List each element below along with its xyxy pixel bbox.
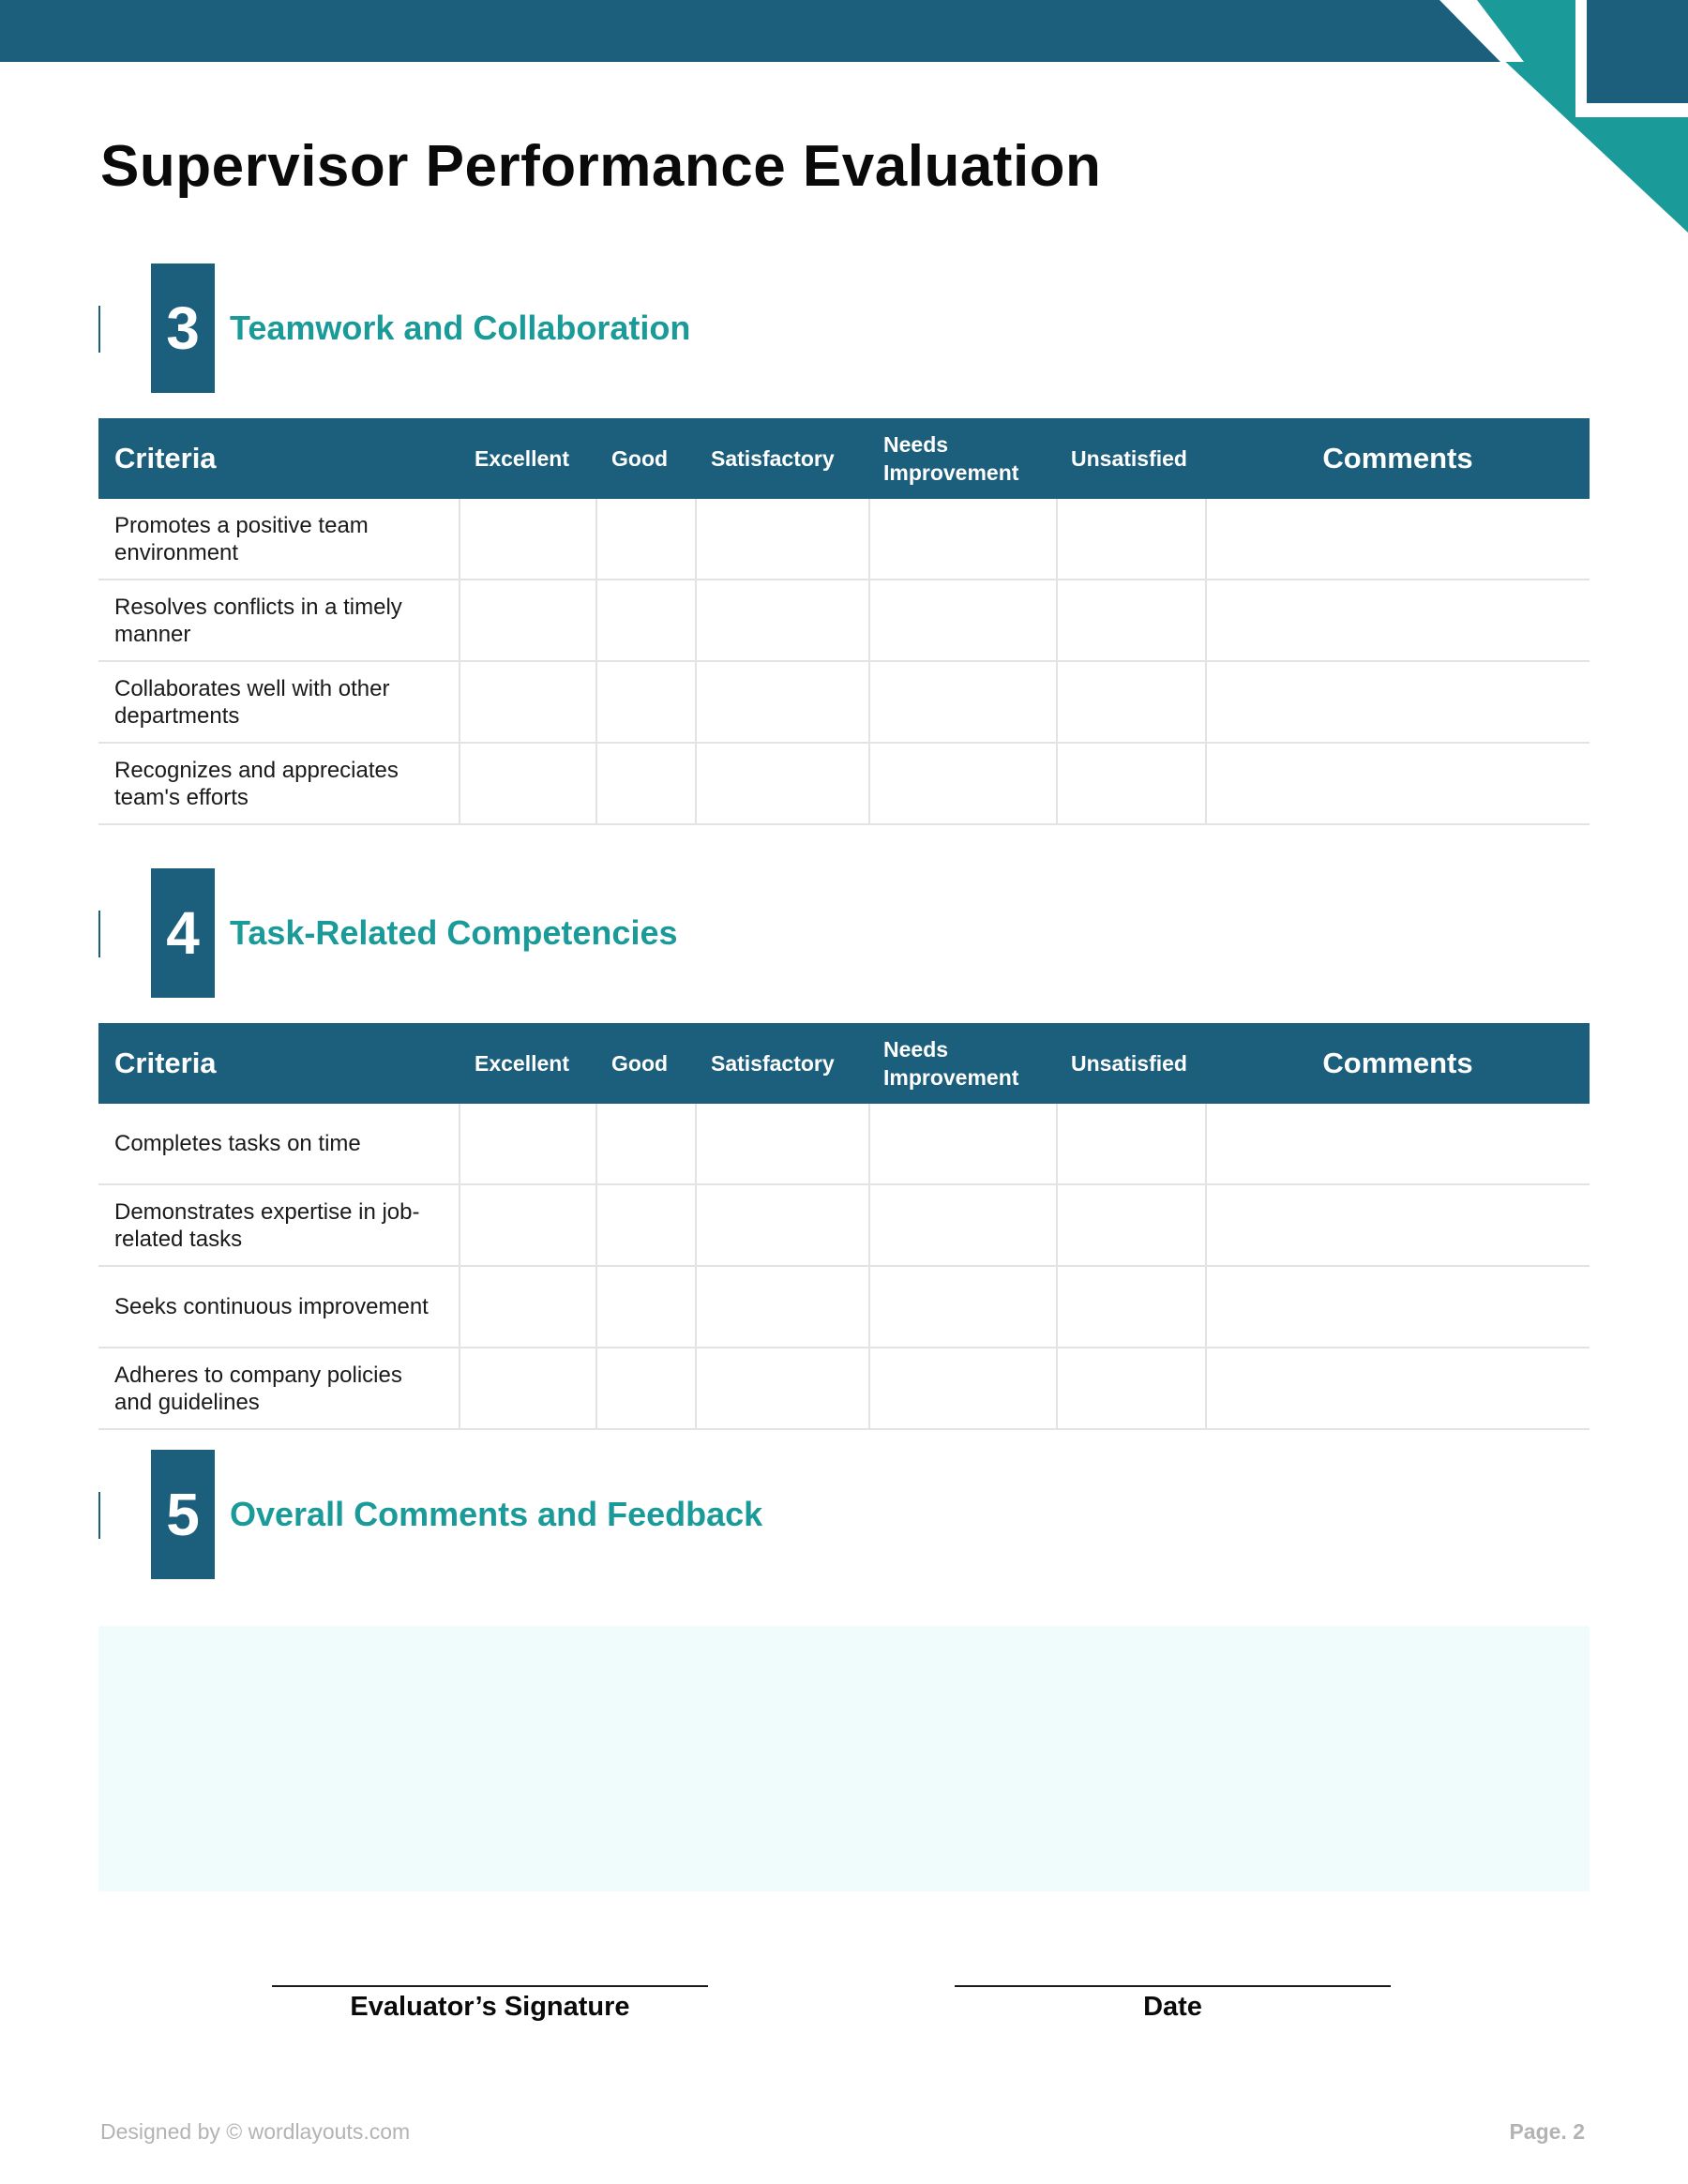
section-marker (98, 306, 100, 353)
rating-cell-excellent[interactable] (460, 1184, 596, 1266)
section-title: Overall Comments and Feedback (230, 1495, 763, 1533)
rating-cell-good[interactable] (596, 661, 696, 743)
section-title: Task-Related Competencies (230, 913, 678, 952)
rating-cell-good[interactable] (596, 1266, 696, 1348)
col-satisfactory: Satisfactory (696, 1023, 869, 1104)
criteria-cell: Completes tasks on time (98, 1104, 460, 1184)
table-row (98, 1266, 1590, 1348)
rating-cell-needs-improvement[interactable] (869, 499, 1057, 580)
col-needs-line1: Needs (883, 1037, 949, 1062)
rating-cell-needs-improvement[interactable] (869, 1266, 1057, 1348)
col-good: Good (596, 1023, 696, 1104)
criteria-cell: Seeks continuous improvement (98, 1266, 460, 1348)
rating-cell-good[interactable] (596, 743, 696, 824)
rating-cell-unsatisfied[interactable] (1057, 1266, 1206, 1348)
rating-cell-satisfactory[interactable] (696, 1266, 869, 1348)
comments-cell[interactable] (1206, 743, 1590, 824)
rating-cell-unsatisfied[interactable] (1057, 661, 1206, 743)
evaluator-signature-label: Evaluator’s Signature (350, 1992, 630, 2022)
rating-cell-satisfactory[interactable] (696, 499, 869, 580)
comments-cell[interactable] (1206, 1184, 1590, 1266)
rating-cell-excellent[interactable] (460, 661, 596, 743)
rating-cell-excellent[interactable] (460, 1348, 596, 1429)
rating-cell-unsatisfied[interactable] (1057, 1104, 1206, 1184)
section-header-overall (98, 1450, 1590, 1579)
col-needs-improvement (869, 1023, 1057, 1104)
section-header-teamwork (98, 264, 1590, 393)
teamwork-table (98, 418, 1590, 825)
rating-cell-unsatisfied[interactable] (1057, 580, 1206, 661)
section-number: 4 (151, 868, 215, 998)
criteria-cell: Resolves conflicts in a timely manner (98, 580, 460, 661)
section-marker (98, 1492, 100, 1539)
col-needs-line2: Improvement (883, 1065, 1019, 1090)
rating-cell-excellent[interactable] (460, 499, 596, 580)
comments-cell[interactable] (1206, 580, 1590, 661)
rating-cell-needs-improvement[interactable] (869, 1104, 1057, 1184)
criteria-cell: Collaborates well with other departments (98, 661, 460, 743)
rating-cell-excellent[interactable] (460, 1266, 596, 1348)
col-criteria: Criteria (98, 1023, 460, 1104)
rating-cell-unsatisfied[interactable] (1057, 743, 1206, 824)
rating-cell-satisfactory[interactable] (696, 743, 869, 824)
col-excellent: Excellent (460, 418, 596, 499)
table-row (98, 1348, 1590, 1429)
rating-cell-good[interactable] (596, 1104, 696, 1184)
page-number: Page. 2 (1509, 2119, 1585, 2144)
rating-cell-good[interactable] (596, 499, 696, 580)
rating-cell-needs-improvement[interactable] (869, 580, 1057, 661)
col-needs-line1: Needs (883, 432, 949, 457)
criteria-cell: Adheres to company policies and guidelines (98, 1348, 460, 1429)
rating-cell-excellent[interactable] (460, 580, 596, 661)
rating-cell-good[interactable] (596, 580, 696, 661)
comments-cell[interactable] (1206, 1266, 1590, 1348)
criteria-cell: Demonstrates expertise in job-related tasks (98, 1184, 460, 1266)
page-title: Supervisor Performance Evaluation (100, 134, 1102, 199)
table-row (98, 743, 1590, 824)
rating-cell-unsatisfied[interactable] (1057, 499, 1206, 580)
col-needs-improvement (869, 418, 1057, 499)
col-unsatisfied: Unsatisfied (1057, 1023, 1206, 1104)
rating-cell-needs-improvement[interactable] (869, 661, 1057, 743)
table-row (98, 499, 1590, 580)
rating-cell-good[interactable] (596, 1348, 696, 1429)
comments-cell[interactable] (1206, 1348, 1590, 1429)
section-number: 3 (151, 264, 215, 393)
rating-cell-needs-improvement[interactable] (869, 1184, 1057, 1266)
comments-cell[interactable] (1206, 661, 1590, 743)
criteria-cell: Recognizes and appreciates team's efforts (98, 743, 460, 824)
col-comments: Comments (1206, 1023, 1590, 1104)
evaluator-signature-line[interactable] (272, 1985, 708, 1987)
task-table (98, 1023, 1590, 1430)
section-number: 5 (151, 1450, 215, 1579)
rating-cell-needs-improvement[interactable] (869, 1348, 1057, 1429)
rating-cell-good[interactable] (596, 1184, 696, 1266)
comments-cell[interactable] (1206, 499, 1590, 580)
date-label: Date (1143, 1992, 1202, 2022)
rating-cell-needs-improvement[interactable] (869, 743, 1057, 824)
table-row (98, 1184, 1590, 1266)
rating-cell-satisfactory[interactable] (696, 1104, 869, 1184)
col-criteria: Criteria (98, 418, 460, 499)
date-line[interactable] (955, 1985, 1391, 1987)
col-comments: Comments (1206, 418, 1590, 499)
section-header-task (98, 868, 1590, 998)
rating-cell-unsatisfied[interactable] (1057, 1348, 1206, 1429)
rating-cell-unsatisfied[interactable] (1057, 1184, 1206, 1266)
rating-cell-satisfactory[interactable] (696, 1348, 869, 1429)
section-marker (98, 911, 100, 957)
rating-cell-satisfactory[interactable] (696, 580, 869, 661)
col-good: Good (596, 418, 696, 499)
table-header-row (98, 418, 1590, 499)
table-row (98, 661, 1590, 743)
col-excellent: Excellent (460, 1023, 596, 1104)
col-satisfactory: Satisfactory (696, 418, 869, 499)
footer-credit: Designed by © wordlayouts.com (100, 2119, 411, 2144)
comments-cell[interactable] (1206, 1104, 1590, 1184)
table-row (98, 580, 1590, 661)
col-unsatisfied: Unsatisfied (1057, 418, 1206, 499)
section-title: Teamwork and Collaboration (230, 309, 691, 347)
rating-cell-satisfactory[interactable] (696, 1184, 869, 1266)
rating-cell-satisfactory[interactable] (696, 661, 869, 743)
criteria-cell: Promotes a positive team environment (98, 499, 460, 580)
rating-cell-excellent[interactable] (460, 743, 596, 824)
col-needs-line2: Improvement (883, 460, 1019, 485)
rating-cell-excellent[interactable] (460, 1104, 596, 1184)
table-row (98, 1104, 1590, 1184)
feedback-textarea[interactable] (98, 1626, 1590, 1891)
corner-decoration (0, 0, 1688, 244)
table-header-row (98, 1023, 1590, 1104)
